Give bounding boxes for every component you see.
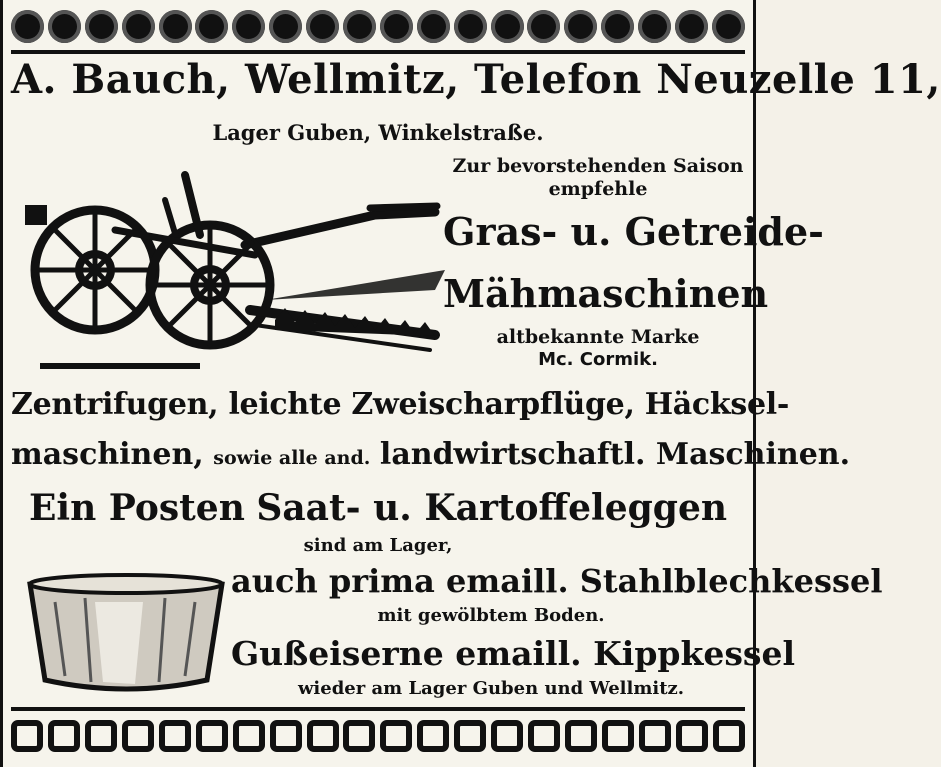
ornament-ring-icon xyxy=(11,720,43,752)
ornament-dot-icon xyxy=(85,10,118,43)
ornament-ring-icon xyxy=(380,720,412,752)
products-line-2a: maschinen, xyxy=(11,437,204,472)
intro-line-2: empfehle xyxy=(548,178,648,200)
ornament-ring-icon xyxy=(196,720,228,752)
feature-line-1: Gras- u. Getreide- xyxy=(443,209,824,254)
ornament-dot-icon xyxy=(675,10,708,43)
products-line-3 xyxy=(11,487,745,529)
top-rule xyxy=(11,50,745,54)
kettles-line-4: wieder am Lager Guben und Wellmitz. xyxy=(297,678,685,699)
ornament-ring-icon xyxy=(491,720,523,752)
advertiser-title: A. Bauch, Wellmitz, Telefon Neuzelle 11, xyxy=(11,56,941,103)
kettles-line-3: Gußeiserne emaill. Kippkessel xyxy=(231,634,796,673)
products-line-3a: Ein Posten xyxy=(28,487,245,529)
products-line-3b: Saat- u. Kartoffeleggen xyxy=(256,487,728,529)
ornament-dot-icon xyxy=(454,10,487,43)
ornament-dot-icon xyxy=(491,10,524,43)
ornament-ring-icon xyxy=(233,720,265,752)
ornament-dot-icon xyxy=(159,10,192,43)
ornament-ring-icon xyxy=(270,720,302,752)
ornament-ring-icon xyxy=(602,720,634,752)
ornament-dot-icon xyxy=(11,10,44,43)
ornament-dot-icon xyxy=(195,10,228,43)
products-line-1: Zentrifugen, leichte Zweischarpflüge, Häcksel- xyxy=(11,387,790,422)
products-line-2 xyxy=(11,437,851,472)
ornament-ring-icon xyxy=(85,720,117,752)
ornament-dot-icon xyxy=(269,10,302,43)
kettles-line-2: mit gewölbtem Boden. xyxy=(377,605,605,626)
mowing-machine-illustration xyxy=(25,160,445,385)
ornament-ring-icon xyxy=(159,720,191,752)
ornament-ring-icon xyxy=(676,720,708,752)
ornament-ring-icon xyxy=(343,720,375,752)
products-line-2b: sowie alle and. xyxy=(213,447,371,469)
ornament-dot-icon xyxy=(712,10,745,43)
feature-line-2: Mähmaschinen xyxy=(443,271,769,316)
ornament-dot-icon xyxy=(122,10,155,43)
ornament-dot-icon xyxy=(527,10,560,43)
ornament-dot-icon xyxy=(380,10,413,43)
ornament-ring-icon xyxy=(122,720,154,752)
ornament-ring-icon xyxy=(48,720,80,752)
products-line-2c: landwirtschaftl. Maschinen. xyxy=(379,437,851,472)
top-ornament-border xyxy=(11,4,745,48)
ornament-ring-icon xyxy=(639,720,671,752)
bottom-rule xyxy=(11,707,745,711)
ornament-dot-icon xyxy=(638,10,671,43)
ornament-ring-icon xyxy=(528,720,560,752)
ornament-ring-icon xyxy=(454,720,486,752)
ornament-dot-icon xyxy=(564,10,597,43)
brand-line: altbekannte Marke xyxy=(496,326,700,348)
ornament-ring-icon xyxy=(565,720,597,752)
ornament-dot-icon xyxy=(306,10,339,43)
ornament-ring-icon xyxy=(307,720,339,752)
store-location: Lager Guben, Winkelstraße. xyxy=(212,120,544,145)
ornament-dot-icon xyxy=(232,10,265,43)
ornament-dot-icon xyxy=(48,10,81,43)
kettle-illustration xyxy=(25,572,227,696)
intro-line-1: Zur bevorstehenden Saison xyxy=(452,155,744,177)
ornament-dot-icon xyxy=(417,10,450,43)
ornament-dot-icon xyxy=(601,10,634,43)
brand-name: Mc. Cormik. xyxy=(538,349,658,370)
ornament-ring-icon xyxy=(713,720,745,752)
bottom-ornament-border xyxy=(11,714,745,758)
products-line-4: sind am Lager, xyxy=(303,535,453,556)
ornament-dot-icon xyxy=(343,10,376,43)
kettles-line-1: auch prima emaill. Stahlblechkessel xyxy=(231,562,883,600)
ornament-ring-icon xyxy=(417,720,449,752)
